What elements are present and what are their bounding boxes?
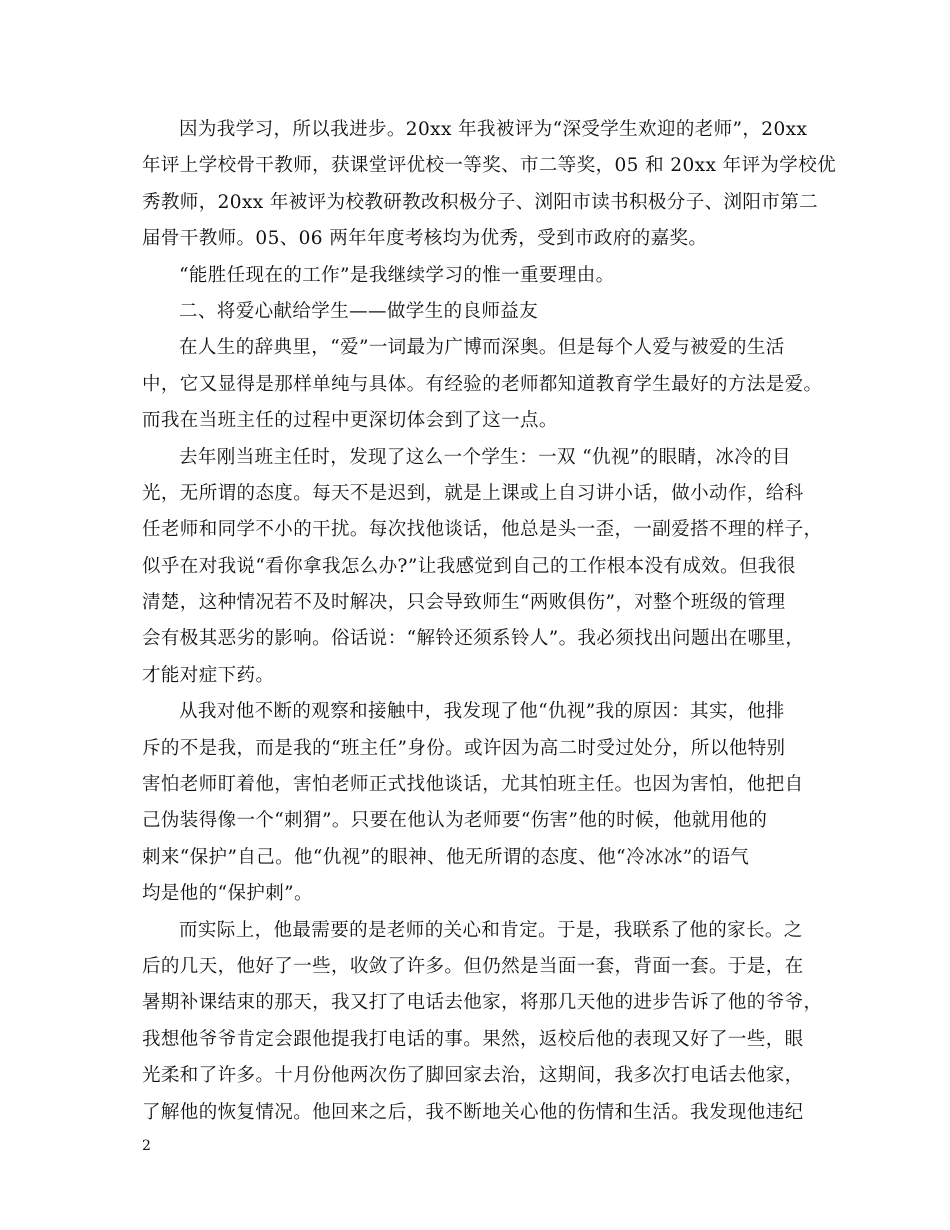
text-line: 而我在当班主任的过程中更深切体会到了这一点。 [142, 410, 558, 432]
text-line: 均是他的“保护刺”。 [142, 883, 313, 905]
document-body [142, 112, 836, 1131]
page-number: 2 [142, 1138, 151, 1154]
paragraph-reason [142, 258, 822, 294]
text-line: 暑期补课结束的那天，我又打了电话去他家，将那几天他的进步告诉了他的爷爷， [142, 992, 823, 1014]
text-line: 届骨干教师。05、06 两年年度考核均为优秀，受到市政府的嘉奖。 [142, 228, 708, 250]
text-line: 光柔和了许多。十月份他两次伤了脚回家去治，这期间，我多次打电话去他家， [142, 1065, 804, 1087]
text-line: 似乎在对我说“看你拿我怎么办?”让我感觉到自己的工作根本没有成效。但我很 [142, 555, 796, 577]
text-line: 光，无所谓的态度。每天不是迟到，就是上课或上自习讲小话，做小动作，给科 [142, 482, 804, 504]
text-line: 才能对症下药。 [142, 664, 275, 686]
text-line: 己伪装得像一个“刺猬”。只要在他认为老师要“伤害”他的时候，他就用他的 [142, 810, 768, 832]
text-line: 会有极其恶劣的影响。俗话说：“解铃还须系铃人”。我必须找出问题出在哪里， [142, 628, 805, 650]
text-line: 在人生的辞典里，“爱”一词最为广博而深奥。但是每个人爱与被爱的生活 [179, 337, 785, 359]
paragraph-student [142, 440, 822, 695]
text-line: 斥的不是我，而是我的“班主任”身份。或许因为高二时受过处分，所以他特别 [142, 737, 786, 759]
paragraph-love [142, 330, 822, 439]
text-line: 了解他的恢复情况。他回来之后，我不断地关心他的伤情和生活。我发现他违纪 [142, 1101, 804, 1123]
text-line: 去年刚当班主任时，发现了这么一个学生：一双 “仇视”的眼睛，冰冷的目 [179, 446, 791, 468]
text-line: 中，它又显得是那样单纯与具体。有经验的老师都知道教育学生最好的方法是爱。 [142, 373, 823, 395]
text-line: 后的几天，他好了一些，收敛了许多。但仍然是当面一套，背面一套。于是，在 [142, 955, 804, 977]
text-line: 任老师和同学不小的干扰。每次找他谈话，他总是头一歪，一副爱搭不理的样子， [142, 519, 823, 541]
text-line: 从我对他不断的观察和接触中，我发现了他“仇视”我的原因：其实，他排 [179, 701, 785, 723]
paragraph-observation [142, 694, 822, 912]
paragraph-care [142, 913, 822, 1131]
text-line: 害怕老师盯着他，害怕老师正式找他谈话，尤其怕班主任。也因为害怕，他把自 [142, 774, 804, 796]
section-heading [142, 294, 822, 330]
paragraph-honors [142, 112, 836, 258]
text-line: “能胜任现在的工作”是我继续学习的惟一重要理由。 [179, 264, 615, 286]
text-line: 我想他爷爷肯定会跟他提我打电话的事。果然，返校后他的表现又好了一些，眼 [142, 1028, 804, 1050]
section-title: 二、将爱心献给学生——做学生的良师益友 [179, 300, 539, 322]
text-line: 清楚，这种情况若不及时解决，只会导致师生“两败俱伤”，对整个班级的管理 [142, 592, 786, 614]
text-line: 因为我学习，所以我进步。20xx 年我被评为“深受学生欢迎的老师”，20xx [179, 119, 808, 140]
text-line: 刺来“保护”自己。他“仇视”的眼神、他无所谓的态度、他“冷冰冰”的语气 [142, 846, 750, 868]
text-line: 年评上学校骨干教师，获课堂评优校一等奖、市二等奖，05 和 20xx 年评为学校优 [142, 155, 836, 177]
text-line: 而实际上，他最需要的是老师的关心和肯定。于是，我联系了他的家长。之 [179, 919, 803, 941]
text-line: 秀教师，20xx 年被评为校教研教改积极分子、浏阳市读书积极分子、浏阳市第二 [142, 191, 818, 213]
